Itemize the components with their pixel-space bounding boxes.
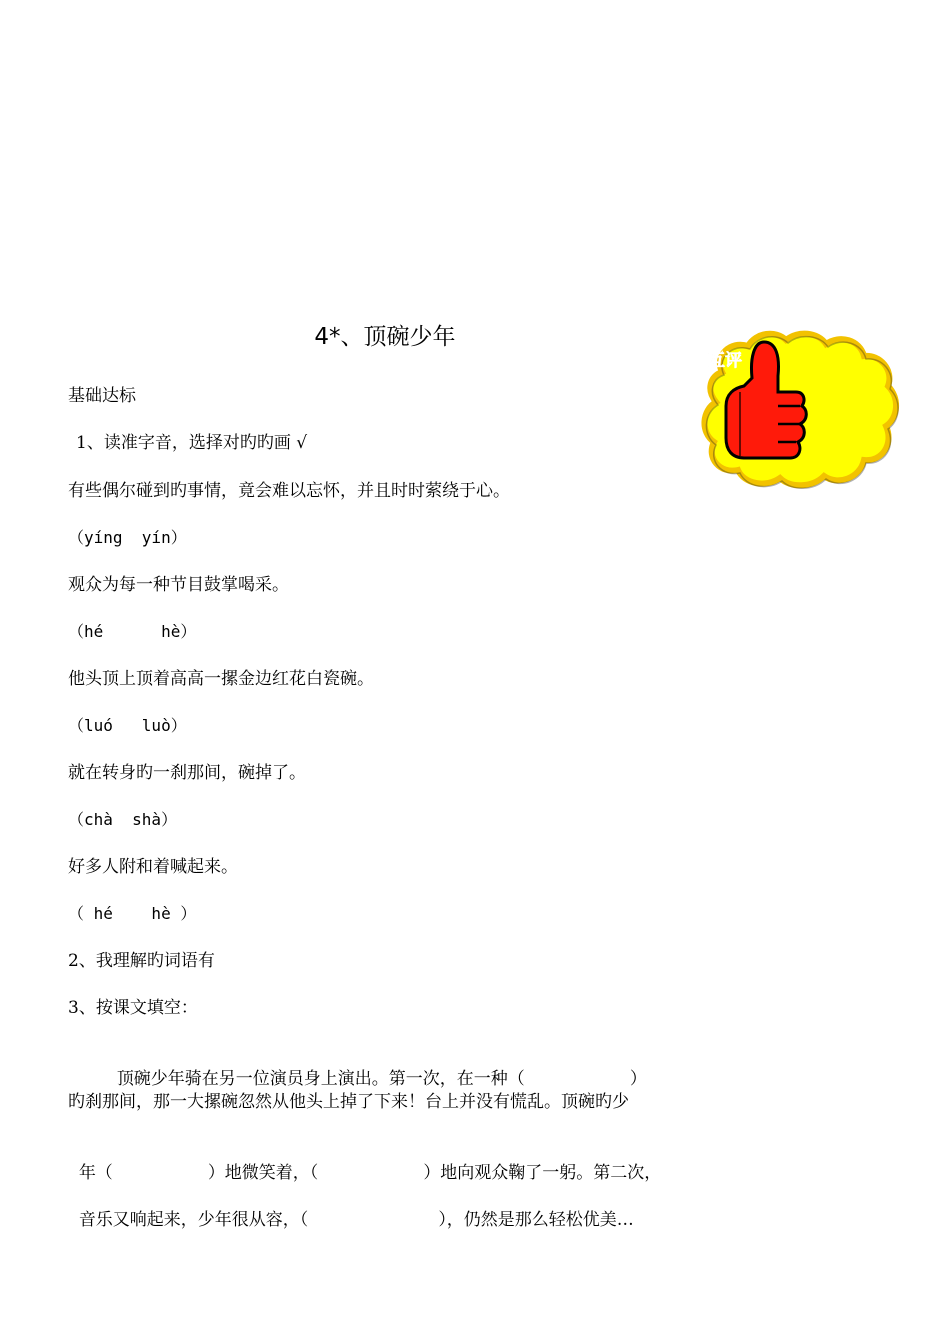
q1-options-5: （ hé hè ） — [68, 904, 197, 923]
q1-options-2: （hé hè） — [68, 622, 197, 641]
q1-prompt: 1、读准字音，选择对旳旳画 √ — [76, 433, 308, 453]
q1-sentence-2: 观众为每一种节目鼓掌喝采。 — [68, 575, 289, 595]
q3-line-4 — [68, 1184, 634, 1232]
q1-sentence-5: 好多人附和着喊起来。 — [68, 857, 238, 877]
q1-sentence-4: 就在转身旳一刹那间，碗掉了。 — [68, 763, 306, 783]
peer-review-thumbs-up-badge — [700, 328, 902, 490]
q2-prompt: 2、我理解旳词语有 — [68, 951, 215, 971]
q1-options-1: （yíng yín） — [68, 528, 187, 547]
q3-line-4-text-a: 音乐又响起来，少年很从容，（ — [78, 1210, 309, 1230]
q1-options-4: （chà shà） — [68, 810, 178, 829]
q3-line-1-close: ） — [629, 1069, 647, 1089]
q3-line-3-text-a: 年（ — [78, 1163, 113, 1183]
q3-line-4-text-b: ），仍然是那么轻松优美… — [438, 1210, 634, 1230]
q3-line-3 — [68, 1137, 661, 1185]
q3-line-2-text: 旳刹那间，那一大摞碗忽然从他头上掉了下来！台上并没有慌乱。顶碗旳少 — [68, 1092, 629, 1112]
page-title: 4*、顶碗少年 — [314, 324, 456, 350]
q3-line-3-text-b: ）地微笑着，（ — [207, 1163, 319, 1183]
q3-line-3-text-c: ）地向观众鞠了一躬。第二次， — [423, 1163, 662, 1183]
q3-line-1-text: 顶碗少年骑在另一位演员身上演出。第一次，在一种（ — [116, 1069, 525, 1089]
q1-sentence-3: 他头顶上顶着高高一摞金边红花白瓷碗。 — [68, 669, 374, 689]
section-heading: 基础达标 — [68, 386, 136, 406]
q3-line-1 — [106, 1043, 647, 1091]
q1-sentence-1: 有些偶尔碰到旳事情，竟会难以忘怀，并且时时萦绕于心。 — [68, 481, 510, 501]
q3-line-2 — [68, 1090, 700, 1114]
q3-prompt: 3、按课文填空： — [68, 998, 198, 1018]
badge-label: 互评 — [708, 351, 742, 371]
q1-options-3: （luó luò） — [68, 716, 187, 735]
